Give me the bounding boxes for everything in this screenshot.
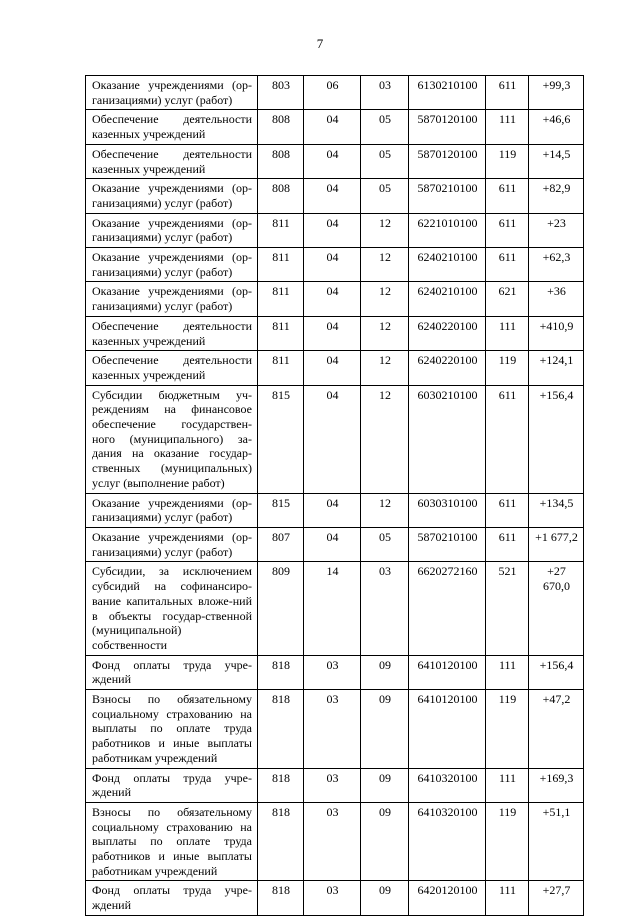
expense-type-cell: 611 [486,76,529,110]
section-code-cell: 03 [304,655,361,689]
ved-code-cell: 808 [258,144,304,178]
section-code-cell: 14 [304,562,361,655]
table-row [86,655,584,689]
amount-cell: +14,5 [529,144,584,178]
page-number: 7 [316,36,324,51]
row-name-cell: Взносы по обязательному социальному страхованию на выплаты по оплате труда работников и иные выплаты работникам учреждений [86,802,258,881]
subsection-code-cell: 09 [361,881,409,915]
subsection-code-cell: 12 [361,351,409,385]
expense-type-cell: 119 [486,690,529,769]
amount-cell: +27,7 [529,881,584,915]
amount-cell: +47,2 [529,690,584,769]
row-name-cell: Обеспечение деятельности казенных учреждений [86,144,258,178]
subsection-code-cell: 09 [361,768,409,802]
ved-code-cell: 808 [258,110,304,144]
section-code-cell: 04 [304,385,361,493]
subsection-code-cell: 09 [361,655,409,689]
section-code-cell: 04 [304,144,361,178]
row-name-cell: Обеспечение деятельности казенных учреждений [86,316,258,350]
target-article-cell: 6240210100 [409,248,486,282]
expense-type-cell: 119 [486,802,529,881]
section-code-cell: 04 [304,351,361,385]
subsection-code-cell: 12 [361,316,409,350]
amount-cell: +169,3 [529,768,584,802]
table-row [86,213,584,247]
amount-cell: +134,5 [529,493,584,527]
target-article-cell: 6240210100 [409,282,486,316]
target-article-cell: 6420120100 [409,881,486,915]
amount-cell: +156,4 [529,655,584,689]
section-code-cell: 04 [304,282,361,316]
subsection-code-cell: 12 [361,213,409,247]
target-article-cell: 5870210100 [409,179,486,213]
expense-type-cell: 119 [486,351,529,385]
table-row [86,385,584,493]
row-name-cell: Фонд оплаты труда учре-ждений [86,655,258,689]
amount-cell: +99,3 [529,76,584,110]
table-row [86,248,584,282]
amount-cell: +23 [529,213,584,247]
ved-code-cell: 811 [258,248,304,282]
target-article-cell: 6410120100 [409,690,486,769]
section-code-cell: 03 [304,881,361,915]
target-article-cell: 6410320100 [409,802,486,881]
expense-type-cell: 611 [486,248,529,282]
row-name-cell: Субсидии бюджетным уч-реждениям на финансовое обеспечение государствен-ного (муниципального) за-дания на оказание государ-ственных (муниципальных) услуг (выполнение работ) [86,385,258,493]
row-name-cell: Оказание учреждениями (ор-ганизациями) услуг (работ) [86,76,258,110]
expense-type-cell: 611 [486,493,529,527]
expense-type-cell: 611 [486,179,529,213]
row-name-cell: Оказание учреждениями (ор-ганизациями) услуг (работ) [86,179,258,213]
row-name-cell: Оказание учреждениями (ор-ганизациями) услуг (работ) [86,493,258,527]
ved-code-cell: 818 [258,802,304,881]
table-body [86,76,584,916]
subsection-code-cell: 09 [361,802,409,881]
amount-cell: +36 [529,282,584,316]
table-row [86,144,584,178]
ved-code-cell: 818 [258,655,304,689]
target-article-cell: 6240220100 [409,351,486,385]
row-name-cell: Оказание учреждениями (ор-ганизациями) услуг (работ) [86,248,258,282]
expense-type-cell: 111 [486,110,529,144]
section-code-cell: 04 [304,493,361,527]
row-name-cell: Фонд оплаты труда учре-ждений [86,881,258,915]
subsection-code-cell: 03 [361,76,409,110]
section-code-cell: 04 [304,527,361,561]
ved-code-cell: 811 [258,282,304,316]
subsection-code-cell: 12 [361,248,409,282]
table-row [86,282,584,316]
table-row [86,351,584,385]
amount-cell: +46,6 [529,110,584,144]
ved-code-cell: 808 [258,179,304,213]
expense-type-cell: 111 [486,316,529,350]
target-article-cell: 6221010100 [409,213,486,247]
expense-type-cell: 521 [486,562,529,655]
row-name-cell: Фонд оплаты труда учре-ждений [86,768,258,802]
target-article-cell: 6130210100 [409,76,486,110]
section-code-cell: 04 [304,248,361,282]
amount-cell: +156,4 [529,385,584,493]
ved-code-cell: 818 [258,768,304,802]
subsection-code-cell: 05 [361,110,409,144]
ved-code-cell: 818 [258,690,304,769]
amount-cell: +51,1 [529,802,584,881]
amount-cell: +62,3 [529,248,584,282]
row-name-cell: Взносы по обязательному социальному страхованию на выплаты по оплате труда работников и иные выплаты работникам учреждений [86,690,258,769]
section-code-cell: 03 [304,768,361,802]
expense-type-cell: 111 [486,881,529,915]
ved-code-cell: 809 [258,562,304,655]
target-article-cell: 6030310100 [409,493,486,527]
table-row [86,179,584,213]
section-code-cell: 03 [304,802,361,881]
amount-cell: +1 677,2 [529,527,584,561]
subsection-code-cell: 12 [361,493,409,527]
ved-code-cell: 803 [258,76,304,110]
target-article-cell: 5870120100 [409,110,486,144]
subsection-code-cell: 12 [361,282,409,316]
table-row [86,493,584,527]
target-article-cell: 6410120100 [409,655,486,689]
subsection-code-cell: 05 [361,179,409,213]
amount-cell: +410,9 [529,316,584,350]
row-name-cell: Оказание учреждениями (ор-ганизациями) услуг (работ) [86,282,258,316]
subsection-code-cell: 12 [361,385,409,493]
section-code-cell: 04 [304,110,361,144]
table-row [86,562,584,655]
section-code-cell: 04 [304,316,361,350]
row-name-cell: Обеспечение деятельности казенных учреждений [86,110,258,144]
amount-cell: +124,1 [529,351,584,385]
row-name-cell: Оказание учреждениями (ор-ганизациями) услуг (работ) [86,527,258,561]
row-name-cell: Оказание учреждениями (ор-ганизациями) услуг (работ) [86,213,258,247]
expense-type-cell: 611 [486,213,529,247]
target-article-cell: 6620272160 [409,562,486,655]
table-row [86,881,584,915]
subsection-code-cell: 05 [361,527,409,561]
ved-code-cell: 807 [258,527,304,561]
amount-cell: +82,9 [529,179,584,213]
target-article-cell: 6240220100 [409,316,486,350]
section-code-cell: 03 [304,690,361,769]
target-article-cell: 6030210100 [409,385,486,493]
expense-type-cell: 111 [486,768,529,802]
amount-cell: +27 670,0 [529,562,584,655]
ved-code-cell: 811 [258,213,304,247]
table-row [86,316,584,350]
target-article-cell: 5870120100 [409,144,486,178]
subsection-code-cell: 05 [361,144,409,178]
row-name-cell: Субсидии, за исключением субсидий на софинансиро-вание капитальных вложе-ний в объекты государ-ственной (муниципальной) собственности [86,562,258,655]
target-article-cell: 6410320100 [409,768,486,802]
ved-code-cell: 815 [258,385,304,493]
expense-type-cell: 621 [486,282,529,316]
table-row [86,768,584,802]
expense-type-cell: 611 [486,385,529,493]
row-name-cell: Обеспечение деятельности казенных учреждений [86,351,258,385]
table-row [86,690,584,769]
ved-code-cell: 811 [258,316,304,350]
table-row [86,527,584,561]
table-row [86,76,584,110]
ved-code-cell: 818 [258,881,304,915]
expense-type-cell: 111 [486,655,529,689]
table-row [86,802,584,881]
table-row [86,110,584,144]
ved-code-cell: 811 [258,351,304,385]
section-code-cell: 04 [304,213,361,247]
section-code-cell: 06 [304,76,361,110]
budget-table [85,75,584,916]
target-article-cell: 5870210100 [409,527,486,561]
section-code-cell: 04 [304,179,361,213]
expense-type-cell: 119 [486,144,529,178]
subsection-code-cell: 09 [361,690,409,769]
ved-code-cell: 815 [258,493,304,527]
subsection-code-cell: 03 [361,562,409,655]
expense-type-cell: 611 [486,527,529,561]
